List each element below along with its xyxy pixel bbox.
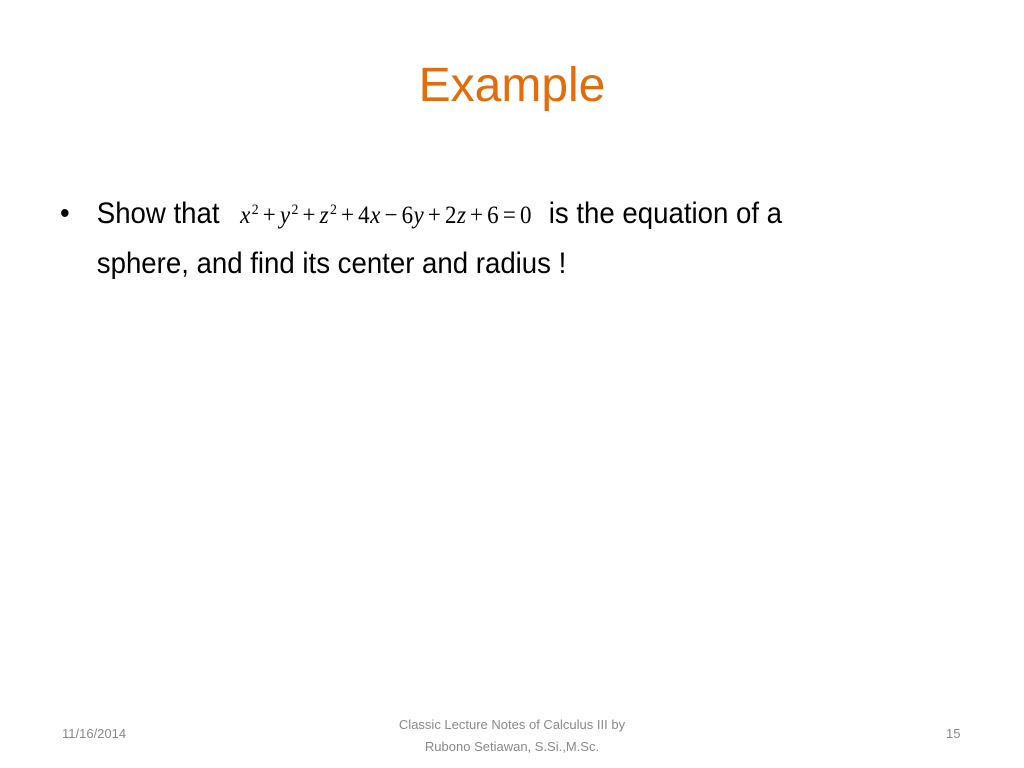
eq-z: z [456, 202, 467, 229]
eq-y: y [413, 202, 425, 229]
slide-title: Example [418, 59, 606, 112]
eq-y: y [279, 202, 291, 229]
sphere-equation [240, 192, 532, 240]
bullet-text [97, 190, 870, 288]
eq-plus: + [262, 202, 277, 229]
eq-exp-y: 2 [291, 202, 299, 218]
eq-equals: = [502, 202, 517, 229]
eq-exp-x: 2 [251, 202, 260, 218]
eq-x: x [370, 202, 381, 229]
eq-minus: − [384, 202, 398, 229]
footer-page-number: 15 [946, 726, 961, 741]
footer-author-line2: Rubono Setiawan, S.Si.,M.Sc. [424, 739, 600, 754]
eq-plus: + [470, 202, 484, 229]
eq-plus: + [341, 202, 355, 229]
text-sphere-line: sphere, and find its center and radius ! [96, 247, 567, 280]
eq-constant: 6 [487, 202, 500, 229]
bullet-item [60, 190, 870, 288]
eq-coef-2: 2 [445, 202, 457, 229]
eq-x: x [240, 202, 251, 229]
eq-plus: + [302, 202, 316, 229]
eq-plus: + [427, 202, 442, 229]
eq-coef-4: 4 [358, 202, 371, 229]
eq-z: z [319, 202, 330, 229]
slide-content [60, 190, 870, 288]
footer-date: 11/16/2014 [62, 726, 127, 741]
eq-coef-6: 6 [401, 202, 414, 229]
eq-exp-z: 2 [329, 202, 338, 218]
text-is-equation: is the equation of a [548, 197, 783, 230]
eq-zero: 0 [519, 202, 532, 229]
bullet-marker: • [60, 197, 70, 230]
footer-author-line1: Classic Lecture Notes of Calculus III by [398, 717, 626, 732]
footer-author [362, 714, 662, 758]
text-show-that: Show that [96, 197, 220, 230]
